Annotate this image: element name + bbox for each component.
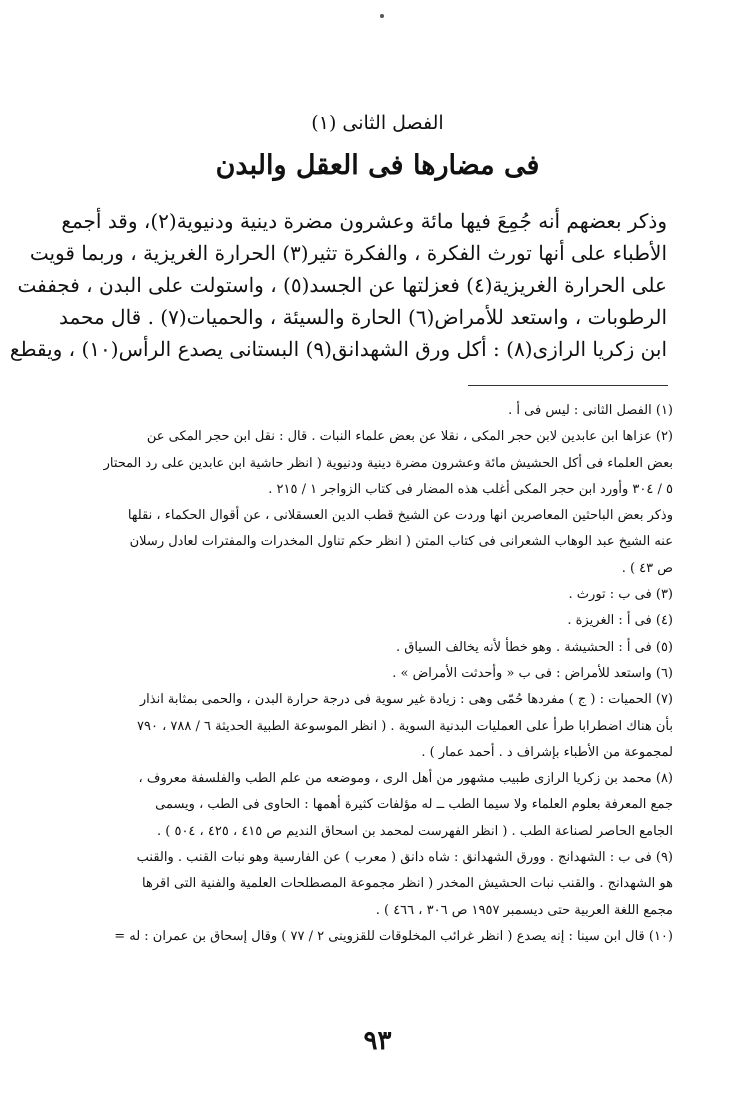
footnote-line: (٥) فى أ : الحشيشة . وهو خطأ لأنه يخالف السياق . xyxy=(396,639,673,655)
footnote-line: بأن هناك اضطرابا طرأ على العمليات البدنية السوية . ( انظر الموسوعة الطبية الحديثة ٦ / ٧٨٨ ، ٧٩٠ xyxy=(136,718,673,734)
footnote-separator xyxy=(468,385,668,386)
footnote-line: عنه الشيخ عبد الوهاب الشعرانى فى كتاب المتن ( انظر حكم تناول المخدرات والمفترات لعادل رسلان xyxy=(129,534,673,550)
body-line: وذكر بعضهم أنه جُمِعَ فيها مائة وعشرون مضرة دينية ودنيوية(٢)، وقد أجمع xyxy=(61,209,667,233)
footnote-line: لمجموعة من الأطباء بإشراف د . أحمد عمار ) . xyxy=(421,744,673,760)
footnote-line: الجامع الحاصر لصناعة الطب . ( انظر الفهرست لمحمد بن اسحاق النديم ص ٤١٥ ، ٤٢٥ ، ٥٠٤ ) . xyxy=(157,823,673,839)
footnote-line: (٩) فى ب : الشهدانج . وورق الشهدانق : شاه دانق ( معرب ) عن الفارسية وهو نبات القنب . والقنب xyxy=(136,850,673,866)
footnote-line: (١) الفصل الثانى : ليس فى أ . xyxy=(508,403,673,418)
body-line: الأطباء على أنها تورث الفكرة ، والفكرة تثير(٣) الحرارة الغريزية ، وربما قويت xyxy=(29,241,667,265)
footnotes xyxy=(95,398,673,950)
footnote-line: ص ٤٣ ) . xyxy=(621,560,673,576)
body-line: الرطوبات ، واستعد للأمراض(٦) الحارة والسيئة ، والحميات(٧) . قال محمد xyxy=(59,305,667,329)
footnote-line: ٥ / ٣٠٤ وأورد ابن حجر المكى أغلب هذه المضار فى كتاب الزواجر ١ / ٢١٥ . xyxy=(268,481,673,497)
footnote-line: (٨) محمد بن زكريا الرازى طبيب مشهور من أهل الرى ، وموضعه من علم الطب والفلسفة معروف ، xyxy=(138,771,673,787)
page-mark xyxy=(380,14,384,18)
footnote-line: جمع المعرفة بعلوم العلماء ولا سيما الطب ــ له مؤلفات كثيرة أهمها : الحاوى فى الطب ، ويسمى xyxy=(155,797,673,813)
footnote-line: بعض العلماء فى أكل الحشيش مائة وعشرون مضرة دينية ودنيوية ( انظر حاشية ابن عابدين على رد المحتار xyxy=(103,455,673,471)
footnote-line: وذكر بعض الباحثين المعاصرين انها وردت عن الشيخ قطب الدين العسقلانى ، عن أقوال الحكماء ، نقلها xyxy=(127,508,673,524)
page-number: ٩٣ xyxy=(363,1026,392,1056)
footnote-line: مجمع اللغة العربية حتى ديسمبر ١٩٥٧ ص ٣٠٦ ، ٤٦٦ ) . xyxy=(375,902,673,918)
footnote-line: (٧) الحميات : ( ج ) مفردها حُمّى وهى : زيادة غير سوية فى درجة حرارة البدن ، والحمى بمثابة انذار xyxy=(139,692,673,708)
chapter-label: الفصل الثانى (١) xyxy=(311,112,444,134)
chapter-title: فى مضارها فى العقل والبدن xyxy=(215,150,540,181)
footnote-line: (٤) فى أ : الغريزة . xyxy=(567,613,673,629)
footnote-line: هو الشهدانج . والقنب نبات الحشيش المخدر ( انظر مجموعة المصطلحات العلمية والفنية التى اقرها xyxy=(142,876,673,892)
body-line: ابن زكريا الرازى(٨) : أكل ورق الشهدانق(٩) البستانى يصدع الرأس(١٠) ، ويقطع xyxy=(9,337,667,361)
footnote-line: (٢) عزاها ابن عابدين لابن حجر المكى ، نقلا عن بعض علماء النبات . قال : نقل ابن حجر المكى عن xyxy=(146,429,673,445)
body-line: على الحرارة الغريزية(٤) فعزلتها عن الجسد(٥) ، واستولت على البدن ، فجففت xyxy=(17,273,667,297)
footnote-line: (١٠) قال ابن سينا : إنه يصدع ( انظر غرائب المخلوقات للقزوينى ٢ / ٧٧ ) وقال إسحاق بن عمران : له = xyxy=(114,928,673,944)
footnote-line: (٣) فى ب : تورث . xyxy=(568,587,673,603)
footnote-line: (٦) واستعد للأمراض : فى ب « وأحدثت الأمراض » . xyxy=(392,665,673,681)
body-text xyxy=(9,205,667,365)
